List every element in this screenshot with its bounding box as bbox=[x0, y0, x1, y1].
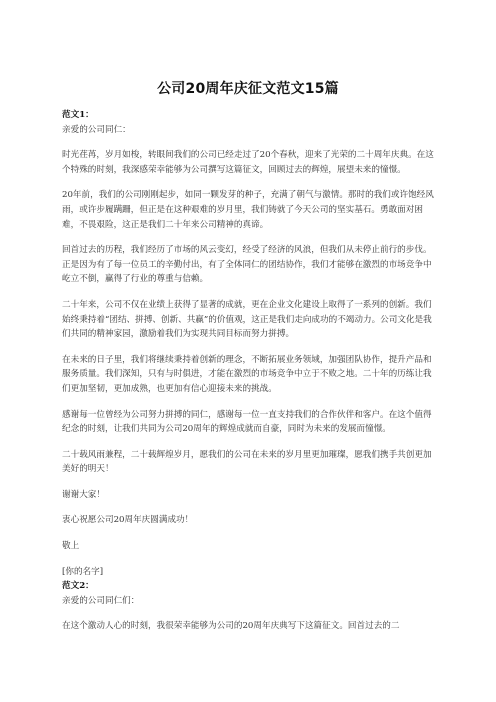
article-1-paragraph: 20年前，我们的公司刚刚起步，如同一颗发芽的种子，充满了朝气与激情。那时的我们或许饱经风雨，或许步履蹒跚，但正是在这种艰难的岁月里，我们铸就了今天公司的坚实基石。勇敢面对困难，不畏艰险，这正是我们二十年来公司精神的真谛。 bbox=[62, 190, 434, 230]
article-1-closing: 谢谢大家！ bbox=[62, 489, 105, 500]
article-1-paragraph: 在未来的日子里，我们将继续秉持着创新的理念，不断拓展业务领域，加强团队协作，提升产品和服务质量。我们深知，只有与时俱进，才能在激烈的市场竞争中立于不败之地。二十年的历练让我们更加坚韧，更加成熟，也更加有信心迎接未来的挑战。 bbox=[62, 354, 432, 394]
article-2-heading: 范文2： bbox=[62, 581, 94, 592]
document-body bbox=[62, 108, 434, 645]
article-1-paragraph: 时光荏苒，岁月如梭，转眼间我们的公司已经走过了20个春秋，迎来了光荣的二十周年庆典。在这个特殊的时刻，我深感荣幸能够为公司撰写这篇征文，回顾过去的辉煌，展望未来的憧憬。 bbox=[62, 150, 434, 175]
article-1-heading: 范文1： bbox=[62, 110, 94, 120]
article-2-paragraph: 在这个激动人心的时刻，我很荣幸能够为公司的20周年庆典写下这篇征文。回首过去的二 bbox=[62, 621, 400, 632]
article-1 bbox=[62, 108, 434, 579]
article-1-paragraph: 回首过去的历程，我们经历了市场的风云变幻，经受了经济的风浪，但我们从未停止前行的步伐。正是因为有了每一位员工的辛勤付出，有了全体同仁的团结协作，我们才能够在激烈的市场竞争中屹立不倒，赢得了行业的尊重与信赖。 bbox=[62, 245, 432, 285]
article-1-paragraph: 二十载风雨兼程，二十载辉煌岁月，愿我们的公司在未来的岁月里更加璀璨，愿我们携手共创更加美好的明天！ bbox=[62, 449, 432, 475]
article-2 bbox=[62, 579, 434, 634]
article-1-paragraph: 二十年来，公司不仅在业绩上获得了显著的成就，更在企业文化建设上取得了一系列的创新。我们始终秉持着“团结、拼搏、创新、共赢”的价值观，这正是我们走向成功的不竭动力。公司文化是我们共同的精神家园，激励着我们为实现共同目标而努力拼搏。 bbox=[62, 299, 432, 340]
article-1-closing: 敬上 bbox=[62, 541, 80, 552]
article-1-paragraph: 感谢每一位曾经为公司努力拼搏的同仁，感谢每一位一直支持我们的合作伙伴和客户。在这个值得纪念的时刻，让我们共同为公司20周年的辉煌成就而自豪，同时为未来的发展而憧憬。 bbox=[62, 409, 432, 435]
article-1-closing: 衷心祝愿公司20周年庆圆满成功！ bbox=[62, 515, 194, 526]
article-1-salutation: 亲爱的公司同仁： bbox=[62, 124, 131, 135]
article-1-signature: [你的名字] bbox=[62, 566, 104, 577]
article-2-salutation: 亲爱的公司同仁们： bbox=[62, 595, 140, 606]
document-title: 公司20周年庆征文范文15篇 bbox=[157, 81, 339, 97]
